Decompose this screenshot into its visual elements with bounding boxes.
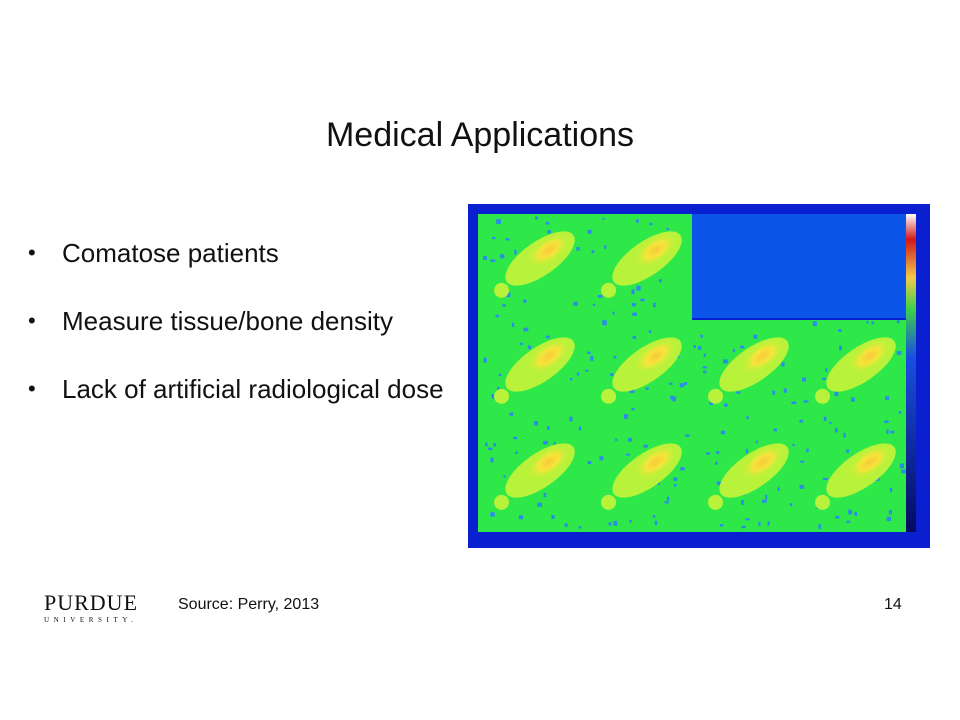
cold-speckle <box>588 461 592 464</box>
cold-speckle <box>848 510 852 515</box>
cold-speckle <box>703 371 706 374</box>
cold-speckle <box>500 254 504 258</box>
cold-speckle <box>598 295 603 298</box>
bullet-dot: • <box>28 376 36 401</box>
cold-speckle <box>496 219 501 224</box>
cold-speckle <box>483 358 486 363</box>
cold-speckle <box>680 467 684 470</box>
cold-speckle <box>746 449 748 454</box>
cold-speckle <box>576 247 579 250</box>
cold-speckle <box>585 370 588 372</box>
cold-speckle <box>899 411 902 414</box>
cold-speckle <box>615 439 617 442</box>
bullet-text: Comatose patients <box>62 238 279 268</box>
cold-speckle <box>523 328 528 332</box>
cold-speckle <box>887 429 889 434</box>
cold-speckle <box>626 454 630 456</box>
bullet-text: Measure tissue/bone density <box>62 306 393 336</box>
cold-speckle <box>483 256 487 260</box>
cold-speckle <box>846 521 850 523</box>
cold-speckle <box>839 345 842 350</box>
cold-speckle <box>643 445 648 448</box>
cold-speckle <box>784 389 787 393</box>
cold-speckle <box>685 434 689 436</box>
cold-speckle <box>741 526 746 528</box>
warm-blob <box>494 495 509 510</box>
cold-speckle <box>640 299 645 301</box>
cold-speckle <box>666 228 668 230</box>
cold-speckle <box>803 400 808 402</box>
cold-speckle <box>631 289 634 294</box>
cold-speckle <box>624 414 628 419</box>
cold-speckle <box>499 374 502 376</box>
cold-speckle <box>493 443 496 446</box>
warm-blob <box>708 389 723 404</box>
cold-speckle <box>520 343 523 345</box>
warm-blob <box>601 389 616 404</box>
logo-subtitle: UNIVERSITY. <box>44 616 138 624</box>
cold-speckle <box>535 216 538 219</box>
cold-speckle <box>733 349 735 352</box>
cold-speckle <box>570 378 572 380</box>
cold-speckle <box>667 497 669 501</box>
scan-graphic <box>468 204 930 548</box>
cold-speckle <box>843 433 845 438</box>
cold-speckle <box>768 521 770 525</box>
cold-speckle <box>680 383 684 387</box>
cold-speckle <box>829 422 831 424</box>
cold-speckle <box>492 237 495 239</box>
cold-speckle <box>485 442 487 446</box>
cold-speckle <box>544 493 547 497</box>
cold-speckle <box>693 345 695 348</box>
cold-speckle <box>573 302 577 306</box>
cold-speckle <box>565 523 568 527</box>
cold-speckle <box>496 315 499 318</box>
cold-speckle <box>716 451 719 454</box>
bullet-dot: • <box>28 308 36 333</box>
cold-speckle <box>505 238 509 240</box>
cold-speckle <box>593 304 595 306</box>
cold-speckle <box>741 500 744 505</box>
cold-speckle <box>669 383 673 385</box>
cold-speckle <box>790 503 792 506</box>
warm-blob <box>494 389 509 404</box>
cold-speckle <box>645 387 648 389</box>
cold-speckle <box>665 501 669 503</box>
cold-speckle <box>901 470 906 474</box>
cold-speckle <box>802 378 806 382</box>
cold-speckle <box>792 444 794 446</box>
cold-speckle <box>514 250 516 255</box>
bullet-item <box>28 236 458 270</box>
cold-speckle <box>628 438 632 442</box>
cold-speckle <box>799 420 803 423</box>
cold-speckle <box>872 321 874 324</box>
cold-speckle <box>890 488 892 492</box>
cold-speckle <box>890 431 894 434</box>
cold-speckle <box>602 320 607 325</box>
cold-speckle <box>673 478 677 481</box>
cold-speckle <box>488 448 492 450</box>
cold-speckle <box>655 521 658 525</box>
cold-speckle <box>612 312 614 315</box>
source-citation: Source: Perry, 2013 <box>178 596 320 613</box>
warm-blob <box>601 495 616 510</box>
cold-speckle <box>758 522 760 526</box>
cold-speckle <box>631 408 634 410</box>
cold-speckle <box>813 321 817 326</box>
cold-speckle <box>781 362 784 366</box>
cold-speckle <box>590 356 593 361</box>
cold-speckle <box>587 352 591 354</box>
cold-speckle <box>746 416 748 419</box>
cold-speckle <box>608 522 611 525</box>
cold-speckle <box>846 449 849 452</box>
cold-speckle <box>778 487 780 491</box>
cold-speckle <box>723 359 728 363</box>
cold-speckle <box>838 329 842 332</box>
cold-speckle <box>772 391 775 395</box>
cold-speckle <box>720 524 723 527</box>
cold-speckle <box>569 417 572 422</box>
cold-speckle <box>636 286 640 291</box>
cold-speckle <box>537 503 542 507</box>
cold-speckle <box>604 245 606 249</box>
cold-speckle <box>503 304 506 307</box>
cold-speckle <box>698 346 701 350</box>
cold-speckle <box>632 303 636 306</box>
cold-speckle <box>632 313 637 316</box>
cold-speckle <box>613 521 617 526</box>
cold-speckle <box>889 510 892 514</box>
cold-speckle <box>523 300 526 303</box>
bullet-text: Lack of artificial radiological dose <box>62 374 444 404</box>
cold-speckle <box>765 495 767 500</box>
cold-speckle <box>736 391 740 393</box>
cold-speckle <box>824 417 827 421</box>
cold-speckle <box>588 230 592 234</box>
cold-speckle <box>653 515 656 517</box>
purdue-logo <box>44 592 154 624</box>
cold-speckle <box>818 524 821 529</box>
cold-speckle <box>577 372 579 375</box>
cold-speckle <box>579 427 581 431</box>
cold-speckle <box>884 420 888 423</box>
blank-panel <box>692 214 906 318</box>
cold-speckle <box>704 353 706 356</box>
cold-speckle <box>885 396 889 400</box>
cold-speckle <box>599 456 603 460</box>
cold-speckle <box>897 351 902 355</box>
cold-speckle <box>490 512 494 516</box>
warm-blob <box>815 389 830 404</box>
cold-speckle <box>649 330 651 333</box>
warm-blob <box>708 495 723 510</box>
cold-speckle <box>534 421 538 425</box>
cold-speckle <box>543 441 548 445</box>
cold-speckle <box>649 223 652 225</box>
cold-speckle <box>636 219 639 222</box>
cold-speckle <box>897 320 900 323</box>
cold-speckle <box>547 230 551 233</box>
cold-speckle <box>509 413 513 416</box>
bullet-item <box>28 372 458 406</box>
cold-speckle <box>512 323 514 327</box>
cold-speckle <box>633 336 636 339</box>
cold-speckle <box>753 335 757 339</box>
cold-speckle <box>825 368 827 371</box>
cold-speckle <box>774 429 777 432</box>
bullet-list <box>28 236 458 440</box>
cold-speckle <box>721 431 725 434</box>
warm-blob <box>601 283 616 298</box>
cold-speckle <box>745 518 750 520</box>
cold-speckle <box>806 449 808 453</box>
cold-speckle <box>800 461 804 463</box>
cold-speckle <box>546 222 549 225</box>
cold-speckle <box>513 437 517 440</box>
cold-speckle <box>602 218 604 220</box>
cold-speckle <box>610 373 614 376</box>
cold-speckle <box>592 250 595 253</box>
cold-speckle <box>706 452 710 454</box>
thermal-scan-image <box>468 204 930 548</box>
cold-speckle <box>613 356 616 358</box>
cold-speckle <box>547 426 550 430</box>
cold-speckle <box>900 463 904 468</box>
cold-speckle <box>740 346 744 349</box>
cold-speckle <box>800 485 804 489</box>
cold-speckle <box>756 441 758 444</box>
cold-speckle <box>703 366 707 368</box>
cold-speckle <box>579 526 582 528</box>
cold-speckle <box>762 500 767 503</box>
cold-speckle <box>835 392 839 396</box>
logo-word: PURDUE <box>44 590 139 615</box>
cold-speckle <box>672 397 676 402</box>
cold-speckle <box>629 520 632 523</box>
bullet-dot: • <box>28 240 36 265</box>
cold-speckle <box>854 512 857 516</box>
cold-speckle <box>715 462 718 465</box>
cold-speckle <box>490 259 495 262</box>
cold-speckle <box>791 401 796 404</box>
warm-blob <box>494 283 509 298</box>
cold-speckle <box>866 321 868 324</box>
cold-speckle <box>724 403 727 407</box>
cold-speckle <box>835 516 839 519</box>
cold-speckle <box>700 335 702 338</box>
cold-speckle <box>546 336 550 339</box>
cold-speckle <box>659 279 662 282</box>
cold-speckle <box>674 484 677 486</box>
cold-speckle <box>822 378 826 380</box>
cold-speckle <box>490 458 493 463</box>
cold-speckle <box>515 452 518 454</box>
cold-speckle <box>653 303 656 307</box>
warm-blob <box>815 495 830 510</box>
bullet-item <box>28 304 458 338</box>
cold-speckle <box>851 397 855 401</box>
cold-speckle <box>835 428 838 433</box>
cold-speckle <box>551 515 554 519</box>
cold-speckle <box>504 475 506 477</box>
cold-speckle <box>823 478 828 480</box>
cold-speckle <box>528 346 531 350</box>
page-number: 14 <box>884 596 902 613</box>
slide-title: Medical Applications <box>325 116 635 154</box>
color-scale-bar <box>906 214 916 532</box>
cold-speckle <box>887 517 891 521</box>
cold-speckle <box>519 515 523 519</box>
cold-speckle <box>684 382 687 385</box>
